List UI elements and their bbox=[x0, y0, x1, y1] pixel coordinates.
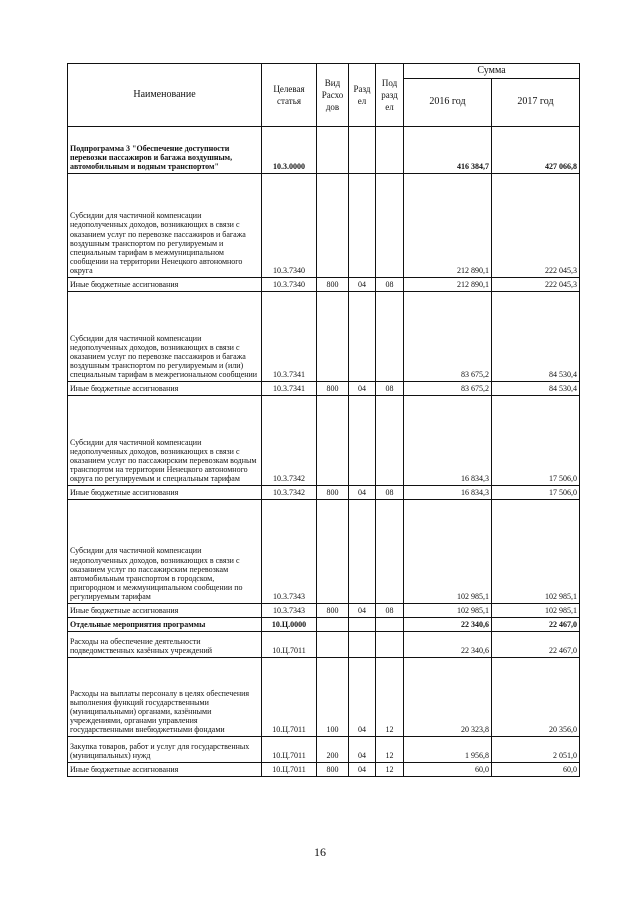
row-expense-type bbox=[317, 499, 349, 603]
row-expense-type: 800 bbox=[317, 762, 349, 776]
row-expense-type bbox=[317, 173, 349, 277]
header-name: Наименование bbox=[68, 64, 262, 127]
row-sum-2016: 83 675,2 bbox=[404, 291, 492, 381]
row-expense-type bbox=[317, 395, 349, 485]
table-row bbox=[68, 499, 580, 603]
row-sum-2017: 60,0 bbox=[492, 762, 580, 776]
row-name: Субсидии для частичной компенсации недополученных доходов, возникающих в связи с оказанием услуг по пассажирским перевозкам водным транспортом на территории Ненецкого автономного округа по регулируемым и специальным тарифам bbox=[68, 395, 262, 485]
row-sum-2016: 20 323,8 bbox=[404, 657, 492, 736]
table-row bbox=[68, 736, 580, 762]
table-row bbox=[68, 291, 580, 381]
table-row bbox=[68, 657, 580, 736]
row-expense-type: 800 bbox=[317, 485, 349, 499]
header-year-2017: 2017 год bbox=[492, 78, 580, 126]
row-expense-type bbox=[317, 631, 349, 657]
table-row bbox=[68, 762, 580, 776]
table-row bbox=[68, 395, 580, 485]
row-subsection: 12 bbox=[376, 762, 404, 776]
row-name: Субсидии для частичной компенсации недополученных доходов, возникающих в связи с оказанием услуг по перевозке пассажиров и багажа воздушным транспортом по регулируемым и специальным тарифам в межмуниципальном сообщении на территории Ненецкого автономного округа bbox=[68, 173, 262, 277]
row-sum-2017: 22 467,0 bbox=[492, 617, 580, 631]
row-sum-2017: 22 467,0 bbox=[492, 631, 580, 657]
row-sum-2016: 212 890,1 bbox=[404, 277, 492, 291]
row-subsection bbox=[376, 395, 404, 485]
row-sum-2016: 1 956,8 bbox=[404, 736, 492, 762]
row-sum-2017: 17 506,0 bbox=[492, 485, 580, 499]
row-sum-2016: 16 834,3 bbox=[404, 485, 492, 499]
row-subsection bbox=[376, 617, 404, 631]
row-target-article: 10.3.7342 bbox=[262, 395, 317, 485]
row-sum-2016: 83 675,2 bbox=[404, 381, 492, 395]
row-target-article: 10.3.7340 bbox=[262, 173, 317, 277]
row-subsection bbox=[376, 499, 404, 603]
header-target-article: Целевая статья bbox=[262, 64, 317, 127]
row-expense-type bbox=[317, 617, 349, 631]
row-name: Отдельные мероприятия программы bbox=[68, 617, 262, 631]
row-target-article: 10.3.0000 bbox=[262, 126, 317, 173]
row-section bbox=[349, 631, 376, 657]
row-name: Субсидии для частичной компенсации недополученных доходов, возникающих в связи с оказанием услуг по пассажирским перевозкам автомобильным транспортом в городском, пригородном и межмуниципальном сообщении по регулируемым тарифам bbox=[68, 499, 262, 603]
row-subsection: 08 bbox=[376, 381, 404, 395]
row-section: 04 bbox=[349, 381, 376, 395]
row-section bbox=[349, 173, 376, 277]
row-name: Иные бюджетные ассигнования bbox=[68, 603, 262, 617]
row-section: 04 bbox=[349, 485, 376, 499]
table-row bbox=[68, 631, 580, 657]
row-sum-2017: 20 356,0 bbox=[492, 657, 580, 736]
row-sum-2017: 2 051,0 bbox=[492, 736, 580, 762]
row-target-article: 10.3.7342 bbox=[262, 485, 317, 499]
row-sum-2017: 222 045,3 bbox=[492, 173, 580, 277]
table-row bbox=[68, 485, 580, 499]
budget-table bbox=[67, 63, 580, 777]
row-section: 04 bbox=[349, 762, 376, 776]
page-number: 16 bbox=[314, 845, 326, 859]
header-year-2016: 2016 год bbox=[404, 78, 492, 126]
row-sum-2016: 102 985,1 bbox=[404, 603, 492, 617]
table-row bbox=[68, 126, 580, 173]
row-subsection: 12 bbox=[376, 657, 404, 736]
row-target-article: 10.3.7340 bbox=[262, 277, 317, 291]
row-section bbox=[349, 126, 376, 173]
row-target-article: 10.Ц.7011 bbox=[262, 657, 317, 736]
row-expense-type: 800 bbox=[317, 277, 349, 291]
row-sum-2017: 222 045,3 bbox=[492, 277, 580, 291]
row-target-article: 10.Ц.7011 bbox=[262, 631, 317, 657]
row-target-article: 10.3.7341 bbox=[262, 291, 317, 381]
row-section bbox=[349, 291, 376, 381]
row-sum-2016: 212 890,1 bbox=[404, 173, 492, 277]
row-subsection: 12 bbox=[376, 736, 404, 762]
row-section: 04 bbox=[349, 277, 376, 291]
table-row bbox=[68, 603, 580, 617]
row-sum-2017: 427 066,8 bbox=[492, 126, 580, 173]
row-name: Подпрограмма 3 "Обеспечение доступности перевозки пассажиров и багажа воздушным, автомобильным и водным транспортом" bbox=[68, 126, 262, 173]
row-target-article: 10.Ц.0000 bbox=[262, 617, 317, 631]
row-target-article: 10.Ц.7011 bbox=[262, 762, 317, 776]
row-subsection: 08 bbox=[376, 277, 404, 291]
row-sum-2016: 60,0 bbox=[404, 762, 492, 776]
row-target-article: 10.3.7343 bbox=[262, 603, 317, 617]
row-sum-2016: 16 834,3 bbox=[404, 395, 492, 485]
row-name: Расходы на выплаты персоналу в целях обеспечения выполнения функций государственными (муниципальными) органами, казёнными учреждениями, органами управления государственными внебюджетными фондами bbox=[68, 657, 262, 736]
row-name: Иные бюджетные ассигнования bbox=[68, 762, 262, 776]
row-name: Иные бюджетные ассигнования bbox=[68, 485, 262, 499]
row-section bbox=[349, 499, 376, 603]
header-sum: Сумма bbox=[404, 64, 580, 79]
row-sum-2016: 22 340,6 bbox=[404, 631, 492, 657]
row-subsection: 08 bbox=[376, 485, 404, 499]
row-sum-2016: 102 985,1 bbox=[404, 499, 492, 603]
row-sum-2017: 17 506,0 bbox=[492, 395, 580, 485]
row-sum-2017: 102 985,1 bbox=[492, 499, 580, 603]
row-expense-type bbox=[317, 126, 349, 173]
row-subsection bbox=[376, 631, 404, 657]
row-subsection: 08 bbox=[376, 603, 404, 617]
row-section: 04 bbox=[349, 736, 376, 762]
row-subsection bbox=[376, 126, 404, 173]
row-section bbox=[349, 617, 376, 631]
row-section bbox=[349, 395, 376, 485]
row-target-article: 10.Ц.7011 bbox=[262, 736, 317, 762]
header-expense-type: Вид Расхо дов bbox=[317, 64, 349, 127]
row-expense-type: 800 bbox=[317, 381, 349, 395]
row-expense-type: 800 bbox=[317, 603, 349, 617]
row-sum-2016: 416 384,7 bbox=[404, 126, 492, 173]
row-name: Иные бюджетные ассигнования bbox=[68, 277, 262, 291]
row-target-article: 10.3.7343 bbox=[262, 499, 317, 603]
table-row bbox=[68, 173, 580, 277]
row-section: 04 bbox=[349, 603, 376, 617]
row-name: Субсидии для частичной компенсации недополученных доходов, возникающих в связи с оказанием услуг по перевозке пассажиров и багажа воздушным транспортом по регулируемым и (или) специальным тарифам в межрегиональном сообщении bbox=[68, 291, 262, 381]
row-section: 04 bbox=[349, 657, 376, 736]
row-subsection bbox=[376, 291, 404, 381]
table-row bbox=[68, 617, 580, 631]
row-expense-type: 200 bbox=[317, 736, 349, 762]
row-sum-2017: 84 530,4 bbox=[492, 291, 580, 381]
row-expense-type: 100 bbox=[317, 657, 349, 736]
row-name: Иные бюджетные ассигнования bbox=[68, 381, 262, 395]
header-section: Разд ел bbox=[349, 64, 376, 127]
row-sum-2017: 102 985,1 bbox=[492, 603, 580, 617]
table-body bbox=[68, 126, 580, 776]
row-name: Расходы на обеспечение деятельности подведомственных казённых учреждений bbox=[68, 631, 262, 657]
row-sum-2017: 84 530,4 bbox=[492, 381, 580, 395]
table-row bbox=[68, 381, 580, 395]
row-name: Закупка товаров, работ и услуг для государственных (муниципальных) нужд bbox=[68, 736, 262, 762]
row-subsection bbox=[376, 173, 404, 277]
table-row bbox=[68, 277, 580, 291]
row-expense-type bbox=[317, 291, 349, 381]
row-target-article: 10.3.7341 bbox=[262, 381, 317, 395]
header-subsection: Под разд ел bbox=[376, 64, 404, 127]
row-sum-2016: 22 340,6 bbox=[404, 617, 492, 631]
